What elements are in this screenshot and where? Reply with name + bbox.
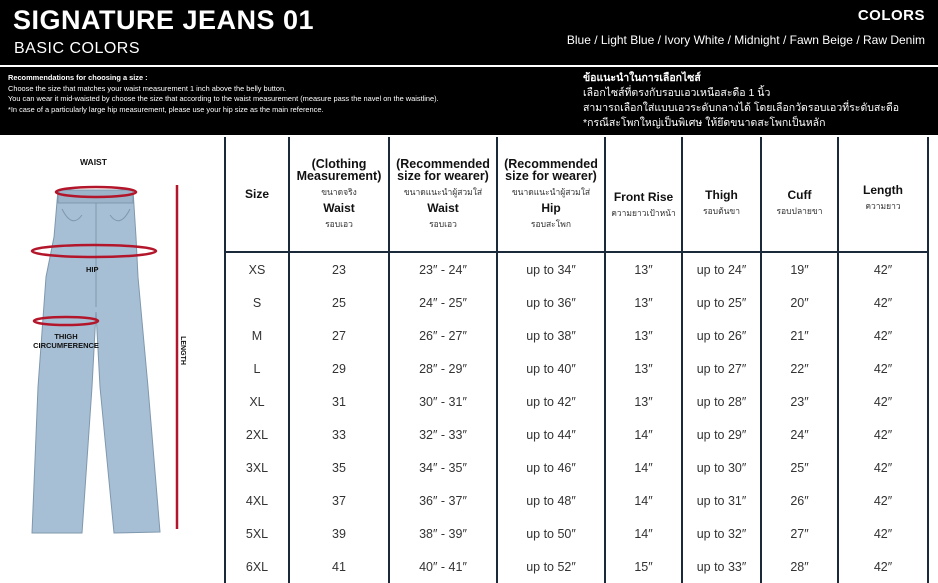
cell-thigh: up to 24″ — [682, 252, 761, 286]
cell-front-rise: 13″ — [605, 385, 682, 418]
cell-recommended-waist: 36″ - 37″ — [389, 484, 497, 517]
header-rec-waist-sub: รอบเอว — [429, 218, 457, 229]
cell-recommended-waist: 24″ - 25″ — [389, 286, 497, 319]
table-row — [225, 352, 928, 385]
cell-hip: up to 46″ — [497, 451, 605, 484]
cell-length: 42″ — [838, 319, 928, 352]
cell-thigh: up to 28″ — [682, 385, 761, 418]
page-title: SIGNATURE JEANS 01 — [13, 5, 315, 35]
cell-cuff: 24″ — [761, 418, 838, 451]
cell-thigh: up to 33″ — [682, 550, 761, 583]
cell-length: 42″ — [838, 550, 928, 583]
cell-cuff: 25″ — [761, 451, 838, 484]
header-thigh-main: Thigh — [705, 188, 738, 202]
cell-front-rise: 14″ — [605, 418, 682, 451]
cell-hip: up to 38″ — [497, 319, 605, 352]
recommendation-line-th: เลือกไซส์ที่ตรงกับรอบเอวเหนือสะดือ 1 นิ้ว — [583, 87, 771, 99]
cell-cuff: 22″ — [761, 352, 838, 385]
table-row — [225, 451, 928, 484]
cell-recommended-waist: 40″ - 41″ — [389, 550, 497, 583]
cell-waist: 25 — [289, 286, 389, 319]
cell-cuff: 20″ — [761, 286, 838, 319]
header-rec-hip-thai: ขนาดแนะนำผู้สวมใส่ — [511, 186, 591, 197]
recommendation-line-th: สามารถเลือกใส่แบบเอวระดับกลางได้ โดยเลือกวัดรอบเอวที่ระดับสะดือ — [583, 102, 900, 114]
cell-front-rise: 14″ — [605, 451, 682, 484]
waist-label: WAIST — [80, 157, 107, 167]
cell-cuff: 27″ — [761, 517, 838, 550]
header-front-rise-main: Front Rise — [613, 190, 674, 204]
cell-recommended-waist: 26″ - 27″ — [389, 319, 497, 352]
cell-recommended-waist: 38″ - 39″ — [389, 517, 497, 550]
header-rec-waist-thai: ขนาดแนะนำผู้สวมใส่ — [403, 186, 483, 197]
cell-size: 2XL — [225, 418, 289, 451]
size-chart-table — [224, 137, 929, 583]
header-size — [225, 137, 289, 252]
cell-cuff: 28″ — [761, 550, 838, 583]
cell-recommended-waist: 30″ - 31″ — [389, 385, 497, 418]
cell-length: 42″ — [838, 252, 928, 286]
cell-thigh: up to 29″ — [682, 418, 761, 451]
cell-length: 42″ — [838, 352, 928, 385]
cell-waist: 33 — [289, 418, 389, 451]
header-clothing-sub: รอบเอว — [325, 218, 353, 229]
cell-recommended-waist: 34″ - 35″ — [389, 451, 497, 484]
cell-waist: 41 — [289, 550, 389, 583]
header-bar — [0, 0, 938, 65]
cell-front-rise: 14″ — [605, 517, 682, 550]
cell-front-rise: 15″ — [605, 550, 682, 583]
cell-recommended-waist: 23″ - 24″ — [389, 252, 497, 286]
header-rec-hip-sub: รอบสะโพก — [530, 218, 572, 229]
recommendation-line-th: *กรณีสะโพกใหญ่เป็นพิเศษ ให้ยึดขนาดสะโพกเป็นหลัก — [583, 117, 826, 129]
header-rec-waist-main: Waist — [427, 200, 459, 215]
header-recommended-hip — [497, 137, 605, 252]
cell-front-rise: 14″ — [605, 484, 682, 517]
recommendation-line: Choose the size that matches your waist measurement 1 inch above the belly button. — [8, 83, 287, 93]
cell-cuff: 26″ — [761, 484, 838, 517]
header-front-rise-sub: ความยาวเป้าหน้า — [611, 208, 676, 218]
cell-length: 42″ — [838, 418, 928, 451]
header-rec-hip-top: (Recommended size for wearer) — [504, 156, 598, 183]
cell-hip: up to 48″ — [497, 484, 605, 517]
header-rec-waist-top: (Recommended size for wearer) — [396, 156, 490, 183]
header-recommended-waist — [389, 137, 497, 252]
cell-thigh: up to 30″ — [682, 451, 761, 484]
cell-hip: up to 40″ — [497, 352, 605, 385]
cell-size: M — [225, 319, 289, 352]
cell-size: XS — [225, 252, 289, 286]
table-row — [225, 286, 928, 319]
cell-size: XL — [225, 385, 289, 418]
header-cuff — [761, 137, 838, 252]
cell-length: 42″ — [838, 451, 928, 484]
cell-length: 42″ — [838, 385, 928, 418]
thigh-label: THIGH CIRCUMFERENCE — [33, 332, 99, 350]
cell-waist: 37 — [289, 484, 389, 517]
cell-waist: 31 — [289, 385, 389, 418]
cell-cuff: 19″ — [761, 252, 838, 286]
cell-hip: up to 52″ — [497, 550, 605, 583]
measurement-diagram — [0, 137, 225, 563]
cell-hip: up to 36″ — [497, 286, 605, 319]
header-size-label: Size — [244, 186, 269, 201]
cell-thigh: up to 26″ — [682, 319, 761, 352]
colors-heading: COLORS — [857, 7, 925, 24]
jeans-illustration — [0, 137, 225, 563]
cell-waist: 39 — [289, 517, 389, 550]
cell-cuff: 23″ — [761, 385, 838, 418]
cell-size: 4XL — [225, 484, 289, 517]
cell-waist: 27 — [289, 319, 389, 352]
cell-thigh: up to 25″ — [682, 286, 761, 319]
hip-label: HIP — [86, 265, 99, 274]
length-label: LENGTH — [178, 336, 186, 365]
recommendation-line: You can wear it mid-waisted by choose the size that according to the waist measurement (measure pass the navel on the waistline). — [8, 94, 439, 103]
recommendations-english — [8, 73, 448, 115]
cell-length: 42″ — [838, 286, 928, 319]
colors-list: Blue / Light Blue / Ivory White / Midnight / Fawn Beige / Raw Denim — [566, 33, 925, 47]
cell-hip: up to 34″ — [497, 252, 605, 286]
header-thigh-sub: รอบต้นขา — [703, 206, 740, 216]
header-length — [838, 137, 928, 252]
cell-waist: 29 — [289, 352, 389, 385]
recommendations-heading-th: ข้อแนะนำในการเลือกไซส์ — [583, 72, 701, 84]
header-clothing-waist — [289, 137, 389, 252]
cell-front-rise: 13″ — [605, 286, 682, 319]
recommendations-thai — [583, 71, 933, 131]
header-length-sub: ความยาว — [865, 201, 901, 211]
table-row — [225, 550, 928, 583]
header-clothing-main: Waist — [323, 200, 355, 215]
cell-waist: 35 — [289, 451, 389, 484]
table-row — [225, 418, 928, 451]
header-clothing-thai: ขนาดจริง — [321, 186, 357, 197]
cell-size: 3XL — [225, 451, 289, 484]
cell-front-rise: 13″ — [605, 352, 682, 385]
cell-front-rise: 13″ — [605, 252, 682, 286]
recommendations-heading-en: Recommendations for choosing a size : — [8, 73, 148, 82]
cell-size: L — [225, 352, 289, 385]
table-row — [225, 319, 928, 352]
table-row — [225, 385, 928, 418]
recommendations-bar — [0, 67, 938, 135]
cell-recommended-waist: 32″ - 33″ — [389, 418, 497, 451]
header-length-main: Length — [863, 183, 903, 197]
header-cuff-sub: รอบปลายขา — [776, 206, 823, 216]
cell-thigh: up to 32″ — [682, 517, 761, 550]
table-row — [225, 484, 928, 517]
page-subtitle: BASIC COLORS — [14, 40, 141, 57]
header-cuff-main: Cuff — [787, 188, 812, 202]
cell-hip: up to 42″ — [497, 385, 605, 418]
cell-thigh: up to 27″ — [682, 352, 761, 385]
table-header-row — [225, 137, 928, 252]
cell-length: 42″ — [838, 517, 928, 550]
cell-hip: up to 50″ — [497, 517, 605, 550]
cell-cuff: 21″ — [761, 319, 838, 352]
cell-size: S — [225, 286, 289, 319]
cell-waist: 23 — [289, 252, 389, 286]
table-row — [225, 517, 928, 550]
cell-front-rise: 13″ — [605, 319, 682, 352]
cell-hip: up to 44″ — [497, 418, 605, 451]
header-front-rise — [605, 137, 682, 252]
header-clothing-top: (Clothing Measurement) — [296, 156, 382, 183]
cell-recommended-waist: 28″ - 29″ — [389, 352, 497, 385]
cell-length: 42″ — [838, 484, 928, 517]
cell-size: 6XL — [225, 550, 289, 583]
header-thigh — [682, 137, 761, 252]
cell-thigh: up to 31″ — [682, 484, 761, 517]
table-row — [225, 252, 928, 286]
recommendation-line: *In case of a particularly large hip measurement, please use your hip size as the main reference. — [8, 104, 324, 114]
header-rec-hip-main: Hip — [541, 200, 561, 215]
cell-size: 5XL — [225, 517, 289, 550]
